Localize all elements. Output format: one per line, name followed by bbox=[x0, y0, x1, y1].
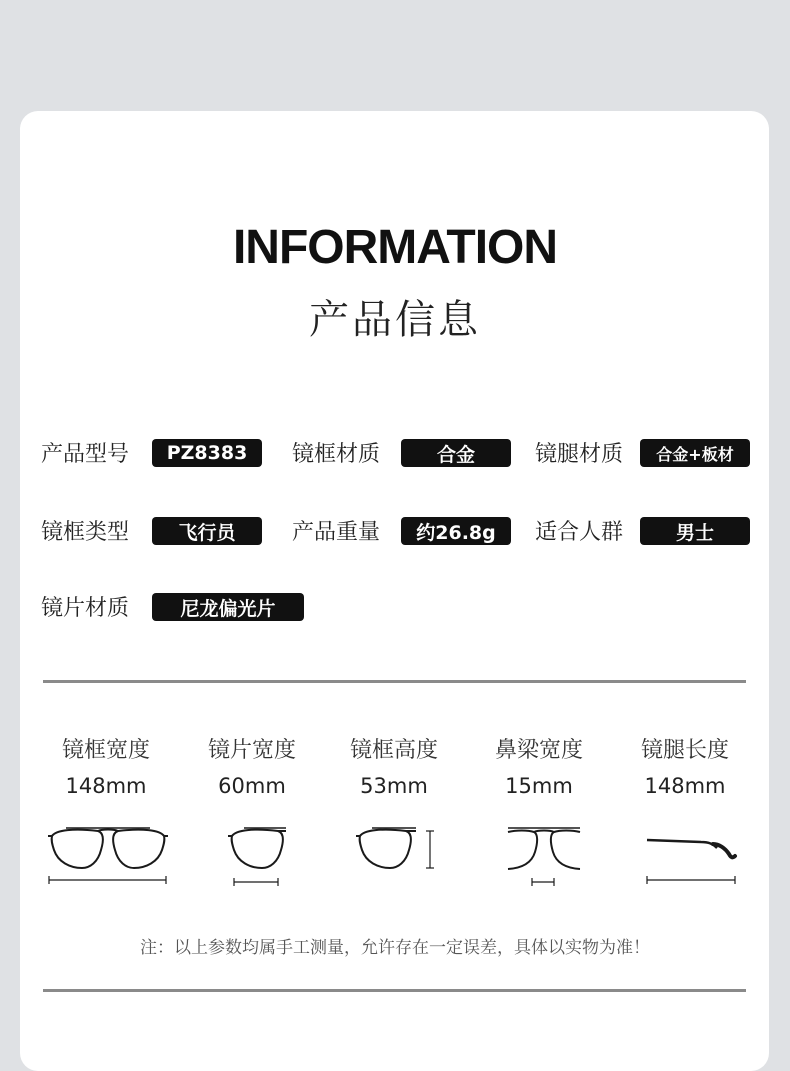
title-zh: 产品信息 bbox=[309, 297, 481, 343]
dimension-bridge-width bbox=[469, 733, 609, 798]
spec-temple-material bbox=[535, 437, 751, 467]
spec-frame-type bbox=[41, 515, 263, 545]
spec-label: 适合人群 bbox=[535, 519, 624, 545]
spec-value-badge: 约26.8g bbox=[401, 517, 511, 545]
spec-lens-material bbox=[41, 591, 305, 621]
spec-weight bbox=[292, 515, 512, 545]
frame-height-diagram-icon bbox=[354, 822, 438, 888]
dimension-label: 镜片宽度 bbox=[207, 738, 296, 763]
dimension-value: 15mm bbox=[505, 774, 573, 798]
lens-width-diagram-icon bbox=[226, 822, 290, 888]
dimension-frame-width bbox=[36, 733, 176, 798]
dimension-label: 镜腿长度 bbox=[640, 738, 729, 763]
spec-label: 产品重量 bbox=[292, 519, 381, 545]
spec-frame-material bbox=[292, 437, 512, 467]
spec-value-badge: 飞行员 bbox=[152, 517, 262, 545]
spec-label: 镜片材质 bbox=[41, 595, 130, 621]
divider-top bbox=[43, 680, 746, 683]
spec-label: 产品型号 bbox=[41, 441, 130, 467]
spec-label: 镜框类型 bbox=[41, 519, 130, 545]
spec-audience bbox=[535, 515, 751, 545]
dimension-value: 53mm bbox=[360, 774, 428, 798]
spec-value-badge: 尼龙偏光片 bbox=[152, 593, 304, 621]
measurement-note: 注：以上参数均属手工测量，允许存在一定误差，具体以实物为准！ bbox=[140, 938, 650, 958]
dimension-value: 148mm bbox=[644, 774, 726, 798]
spec-label: 镜腿材质 bbox=[535, 441, 624, 467]
spec-value-badge: 合金+板材 bbox=[640, 439, 750, 467]
dimension-label: 镜框宽度 bbox=[61, 738, 150, 763]
divider-bottom bbox=[43, 989, 746, 992]
spec-value-badge: 男士 bbox=[640, 517, 750, 545]
spec-value-badge: PZ8383 bbox=[152, 439, 262, 467]
dimension-label: 镜框高度 bbox=[349, 738, 438, 763]
temple-length-diagram-icon bbox=[643, 830, 739, 888]
title-en: INFORMATION bbox=[232, 221, 558, 274]
spec-model bbox=[41, 437, 263, 467]
dimension-lens-width bbox=[182, 733, 322, 798]
spec-label: 镜框材质 bbox=[292, 441, 381, 467]
bridge-width-diagram-icon bbox=[504, 822, 584, 888]
dimension-temple-length bbox=[615, 733, 755, 798]
dimension-value: 60mm bbox=[218, 774, 286, 798]
dimension-value: 148mm bbox=[65, 774, 147, 798]
dimension-frame-height bbox=[324, 733, 464, 798]
frame-width-diagram-icon bbox=[46, 822, 170, 888]
dimension-label: 鼻梁宽度 bbox=[494, 738, 583, 763]
spec-value-badge: 合金 bbox=[401, 439, 511, 467]
